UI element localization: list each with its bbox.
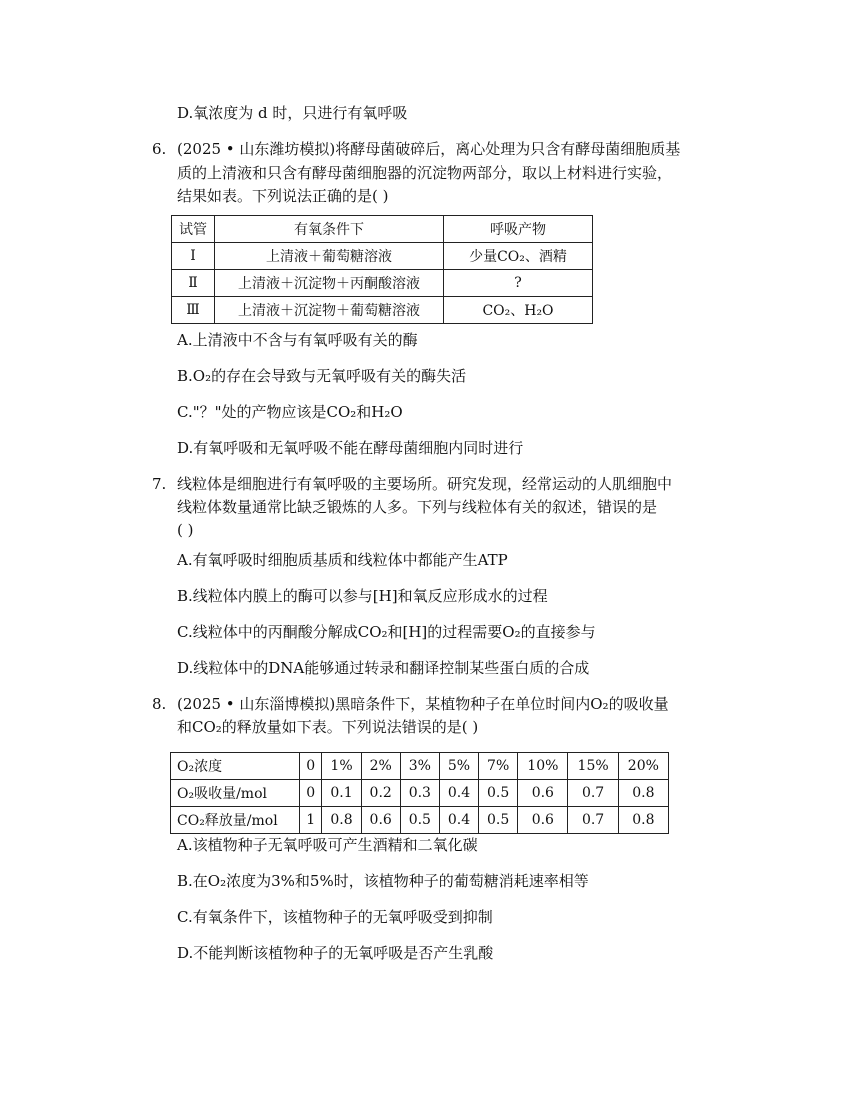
q7-option-c: C.线粒体中的丙酮酸分解成CO₂和[H]的过程需要O₂的直接参与 (177, 623, 596, 641)
q6-option-a: A.上清液中不含与有氧呼吸有关的酶 (177, 331, 418, 349)
table-cell: 0.2 (361, 780, 400, 807)
table-cell: Ⅱ (172, 270, 215, 297)
table-cell: 7% (479, 753, 518, 780)
table-cell: Ⅲ (172, 297, 215, 324)
table-cell: 0.4 (439, 780, 478, 807)
table-row (172, 270, 593, 297)
table-cell: 0.8 (618, 780, 668, 807)
q8-option-d: D.不能判断该植物种子的无氧呼吸是否产生乳酸 (177, 944, 494, 962)
q7-option-b: B.线粒体内膜上的酶可以参与[H]和氧反应形成水的过程 (177, 587, 548, 605)
table-header-row (172, 216, 593, 243)
table-cell: 0.3 (400, 780, 439, 807)
table-cell: CO₂、H₂O (444, 297, 593, 324)
q7-stem-line2: 线粒体数量通常比缺乏锻炼的人多。下列与线粒体有关的叙述，错误的是 (177, 498, 658, 516)
table-cell: 0.7 (568, 807, 618, 834)
table-row-o2-uptake (171, 780, 669, 807)
table-cell: 0.8 (322, 807, 361, 834)
q8-option-b: B.在O₂浓度为3%和5%时，该植物种子的葡萄糖消耗速率相等 (177, 872, 589, 890)
q6-stem-line2: 质的上清液和只含有酵母菌细胞器的沉淀物两部分，取以上材料进行实验， (177, 164, 673, 182)
table-cell: 上清液＋葡萄糖溶液 (215, 243, 444, 270)
table-cell: 0.8 (618, 807, 668, 834)
table-cell: 上清液＋沉淀物＋丙酮酸溶液 (215, 270, 444, 297)
table-cell: 0.5 (479, 780, 518, 807)
table-cell: 0.5 (479, 807, 518, 834)
table-header-cell: 呼吸产物 (444, 216, 593, 243)
table-cell: 0.7 (568, 780, 618, 807)
table-cell: Ⅰ (172, 243, 215, 270)
q6-stem-line3: 结果如表。下列说法正确的是( ) (177, 187, 389, 205)
table-cell: 0 (300, 780, 322, 807)
table-row-concentration (171, 753, 669, 780)
table-header-cell: 有氧条件下 (215, 216, 444, 243)
q6-stem-line1: (2025 • 山东潍坊模拟)将酵母菌破碎后，离心处理为只含有酵母菌细胞质基 (177, 140, 681, 158)
q6-option-b: B.O₂的存在会导致与无氧呼吸有关的酶失活 (177, 367, 467, 385)
q8-stem-line2: 和CO₂的释放量如下表。下列说法错误的是( ) (177, 718, 479, 736)
q5-option-d: D.氧浓度为 d 时，只进行有氧呼吸 (177, 104, 408, 122)
table-cell: 1% (322, 753, 361, 780)
q7-option-a: A.有氧呼吸时细胞质基质和线粒体中都能产生ATP (177, 551, 508, 569)
table-row-header: O₂浓度 (171, 753, 300, 780)
table-cell: 1 (300, 807, 322, 834)
q7-option-d: D.线粒体中的DNA能够通过转录和翻译控制某些蛋白质的合成 (177, 659, 590, 677)
table-cell: 2% (361, 753, 400, 780)
table-cell: 0.6 (518, 807, 568, 834)
table-cell: 0.4 (439, 807, 478, 834)
table-cell: 20% (618, 753, 668, 780)
q6-option-c: C."？"处的产物应该是CO₂和H₂O (177, 403, 403, 421)
q8-stem-line1: (2025 • 山东淄博模拟)黑暗条件下，某植物种子在单位时间内O₂的吸收量 (177, 695, 669, 713)
table-row (172, 297, 593, 324)
q7-stem-line3: ( ) (177, 521, 194, 539)
table-cell: 10% (518, 753, 568, 780)
table-cell: 少量CO₂、酒精 (444, 243, 593, 270)
q6-result-table (171, 215, 593, 324)
table-cell: 15% (568, 753, 618, 780)
q8-data-table (170, 752, 669, 834)
table-row-co2-release (171, 807, 669, 834)
q6-option-d: D.有氧呼吸和无氧呼吸不能在酵母菌细胞内同时进行 (177, 439, 524, 457)
table-cell: 0.6 (518, 780, 568, 807)
table-row (172, 243, 593, 270)
table-row-header: O₂吸收量/mol (171, 780, 300, 807)
q7-number: 7. (152, 475, 167, 493)
q6-number: 6. (152, 140, 167, 158)
table-cell: 0 (300, 753, 322, 780)
q8-number: 8. (152, 695, 167, 713)
table-cell: 0.5 (400, 807, 439, 834)
q8-option-a: A.该植物种子无氧呼吸可产生酒精和二氧化碳 (177, 836, 478, 854)
q8-option-c: C.有氧条件下，该植物种子的无氧呼吸受到抑制 (177, 908, 493, 926)
table-cell: 5% (439, 753, 478, 780)
table-cell: 0.6 (361, 807, 400, 834)
table-cell: ? (444, 270, 593, 297)
table-cell: 3% (400, 753, 439, 780)
table-cell: 上清液＋沉淀物＋葡萄糖溶液 (215, 297, 444, 324)
q7-stem-line1: 线粒体是细胞进行有氧呼吸的主要场所。研究发现，经常运动的人肌细胞中 (177, 475, 673, 493)
table-header-cell: 试管 (172, 216, 215, 243)
table-cell: 0.1 (322, 780, 361, 807)
table-row-header: CO₂释放量/mol (171, 807, 300, 834)
